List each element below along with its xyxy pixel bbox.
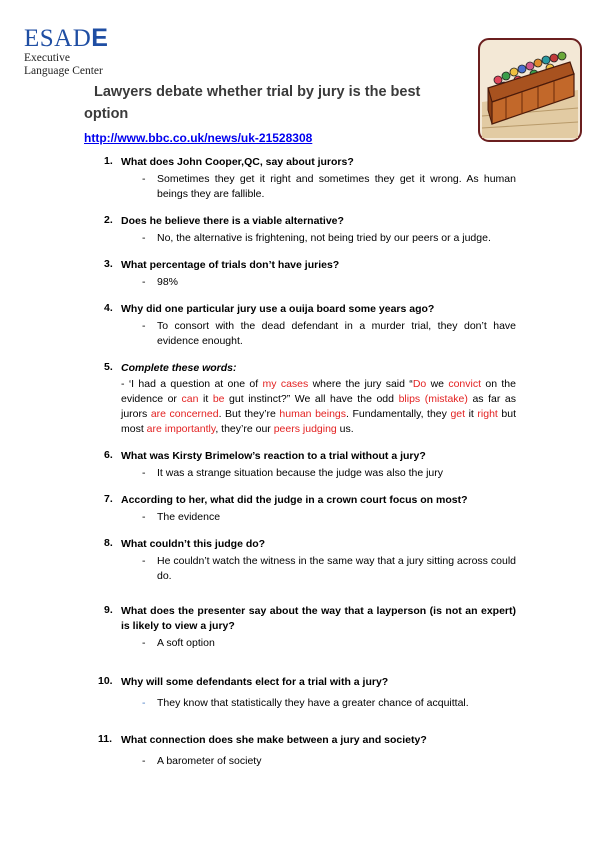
question-number: 3. bbox=[104, 258, 113, 270]
question-item bbox=[104, 258, 516, 290]
filled-word: Do bbox=[412, 378, 427, 390]
question-item bbox=[104, 155, 516, 202]
logo-wordmark: ESADE bbox=[24, 24, 109, 52]
question-text: What does John Cooper,QC, say about jurors? bbox=[121, 156, 354, 168]
answer-bullet: - bbox=[142, 555, 146, 567]
filled-word: get bbox=[450, 408, 466, 420]
question-number: 10. bbox=[98, 675, 113, 687]
title-line2: option bbox=[84, 106, 129, 122]
passage-text: it bbox=[198, 393, 213, 405]
filled-word: blips (mistake) bbox=[398, 393, 468, 405]
completed-passage bbox=[104, 377, 516, 437]
passage-text: where the jury said “ bbox=[308, 378, 413, 390]
question-item bbox=[104, 604, 516, 651]
answer-text: No, the alternative is frightening, not being tried by our peers or a judge. bbox=[157, 232, 491, 244]
answer-bullet: - bbox=[142, 467, 146, 479]
article-link[interactable]: http://www.bbc.co.uk/news/uk-21528308 bbox=[84, 131, 313, 145]
answer-text: A soft option bbox=[157, 637, 215, 649]
passage-text: us. bbox=[336, 423, 354, 435]
answer-bullet: - bbox=[142, 697, 146, 709]
question-number: 5. bbox=[104, 361, 113, 373]
question-number: 2. bbox=[104, 214, 113, 226]
passage-text: . But they’re bbox=[218, 408, 280, 420]
question-number: 7. bbox=[104, 493, 113, 505]
answer bbox=[104, 754, 516, 769]
answer bbox=[104, 636, 516, 651]
filled-word: be bbox=[212, 393, 225, 405]
filled-word: are concerned bbox=[150, 408, 219, 420]
answer bbox=[104, 696, 516, 711]
title-line1: Lawyers debate whether trial by jury is the best bbox=[94, 84, 421, 100]
question-number: 9. bbox=[104, 604, 113, 616]
filled-word: are importantly bbox=[146, 423, 216, 435]
filled-word: can bbox=[181, 393, 199, 405]
question-item bbox=[104, 449, 516, 481]
jury-box-illustration bbox=[478, 38, 582, 142]
question-text: What was Kirsty Brimelow’s reaction to a trial without a jury? bbox=[121, 450, 426, 462]
page-title bbox=[84, 81, 464, 125]
answer-text: It was a strange situation because the judge was also the jury bbox=[157, 467, 444, 479]
logo-line1: Executive bbox=[24, 52, 70, 64]
esade-logo bbox=[24, 26, 108, 77]
question-item bbox=[104, 493, 516, 525]
question-item bbox=[104, 537, 516, 584]
question-list bbox=[98, 155, 517, 781]
passage-text: , they’re our bbox=[215, 423, 274, 435]
answer-text: To consort with the dead defendant in a murder trial, they don’t have evidence enought. bbox=[157, 320, 516, 347]
answer-text: The evidence bbox=[157, 511, 221, 523]
answer-bullet: - bbox=[142, 511, 146, 523]
question-number: 6. bbox=[104, 449, 113, 461]
passage-text: on the evidence or bbox=[121, 378, 516, 405]
answer bbox=[104, 466, 516, 481]
passage-text: it bbox=[465, 408, 478, 420]
passage-text: but most bbox=[121, 408, 516, 435]
question-item bbox=[98, 733, 516, 769]
logo-line2: Language Center bbox=[24, 65, 103, 77]
filled-word: right bbox=[477, 408, 498, 420]
answer bbox=[104, 172, 516, 202]
passage-text: as far as jurors bbox=[121, 393, 517, 420]
answer-bullet: - bbox=[142, 173, 146, 185]
answer bbox=[104, 319, 516, 349]
question-item bbox=[104, 302, 516, 349]
answer-text: He couldn’t watch the witness in the same way that a jury sitting across could do. bbox=[157, 555, 516, 582]
question-number: 4. bbox=[104, 302, 113, 314]
question-number: 8. bbox=[104, 537, 113, 549]
question-item bbox=[104, 361, 516, 437]
question-text: Does he believe there is a viable alternative? bbox=[121, 215, 344, 227]
answer-bullet: - bbox=[142, 637, 146, 649]
answer bbox=[104, 554, 516, 584]
answer-bullet: - bbox=[142, 755, 146, 767]
question-text: Why will some defendants elect for a trial with a jury? bbox=[121, 676, 389, 688]
answer-text: 98% bbox=[157, 276, 179, 288]
question-text: What couldn’t this judge do? bbox=[121, 538, 266, 550]
passage-text: - ‘I had a question at one of bbox=[121, 378, 263, 390]
question-text: What connection does she make between a jury and society? bbox=[121, 734, 427, 746]
question-number: 11. bbox=[98, 733, 113, 745]
question-text: Complete these words: bbox=[121, 362, 237, 374]
filled-word: convict bbox=[448, 378, 482, 390]
answer bbox=[104, 510, 516, 525]
question-item bbox=[104, 214, 516, 246]
filled-word: peers judging bbox=[273, 423, 337, 435]
answer-bullet: - bbox=[142, 276, 146, 288]
filled-word: human beings bbox=[279, 408, 347, 420]
answer-bullet: - bbox=[142, 232, 146, 244]
question-text: What percentage of trials don’t have juries? bbox=[121, 259, 340, 271]
answer-bullet: - bbox=[142, 320, 146, 332]
answer-text: They know that statistically they have a greater chance of acquittal. bbox=[157, 697, 469, 709]
question-text: Why did one particular jury use a ouija board some years ago? bbox=[121, 303, 435, 315]
passage-text: gut instinct?” We all have the odd bbox=[224, 393, 399, 405]
passage-text: we bbox=[426, 378, 449, 390]
question-text: According to her, what did the judge in a crown court focus on most? bbox=[121, 494, 468, 506]
filled-word: my cases bbox=[262, 378, 309, 390]
answer bbox=[104, 231, 516, 246]
answer bbox=[104, 275, 516, 290]
question-number: 1. bbox=[104, 155, 113, 167]
answer-text: A barometer of society bbox=[157, 755, 262, 767]
answer-text: Sometimes they get it right and sometimes they get it wrong. As human beings they are fallible. bbox=[157, 173, 516, 200]
passage-text: . Fundamentally, they bbox=[346, 408, 451, 420]
question-item bbox=[98, 675, 516, 711]
question-text: What does the presenter say about the way that a layperson (is not an expert) is likely to view a jury? bbox=[121, 605, 516, 632]
